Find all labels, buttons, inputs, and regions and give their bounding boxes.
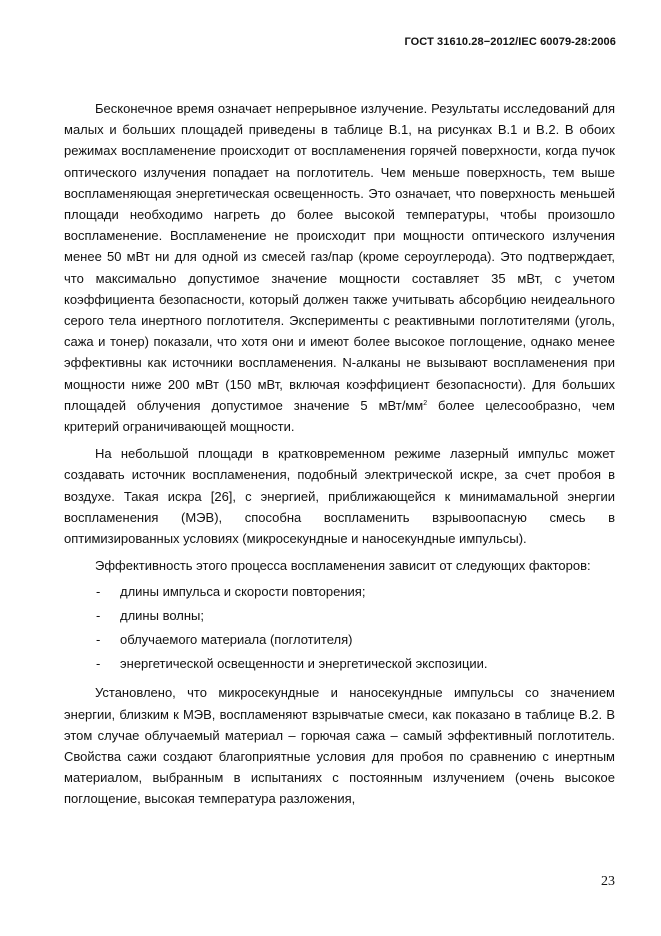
list-dash: -	[96, 656, 101, 672]
standard-header: ГОСТ 31610.28−2012/IEC 60079-28:2006	[404, 36, 616, 48]
list-item	[64, 604, 615, 628]
list-item-text: облучаемого материала (поглотителя)	[120, 632, 353, 648]
page-number: 23	[601, 874, 615, 889]
list-item-text: энергетической освещенности и энергетической экспозиции.	[120, 656, 488, 672]
list-dash: -	[96, 584, 101, 600]
paragraph-pulse-findings: Установлено, что микросекундные и наносекундные импульсы со значением энергии, близким к МЭВ, воспламеняют взрывчатые смеси, как показано в таблице В.2. В этом случае облучаемый материал – горючая сажа – самый эффективный поглотитель. Свойства сажи создают благоприятные условия для пробоя по сравнению с инертным материалом, выбранным в испытаниях с постоянным излучением (очень высокое поглощение, высокая температура разложения,	[64, 685, 615, 807]
superscript-exponent: 2	[423, 399, 428, 407]
list-item	[64, 652, 615, 676]
factors-list	[64, 580, 615, 676]
list-dash: -	[96, 632, 101, 648]
paragraph-text: более целесообразно, чем критерий ограничивающей мощности.	[64, 397, 615, 435]
document-body	[64, 98, 615, 810]
list-item-text: длины импульса и скорости повторения;	[120, 584, 366, 600]
paragraph-laser-pulse: На небольшой площади в кратковременном режиме лазерный импульс может создавать источник воспламенения, подобный электрической искре, за счет пробоя в воздухе. Такая искра [26], с энергией, приближающейся к минимамальной энергии воспламенения (МЭВ), способна воспламенить взрывоопасную смесь в оптимизированных условиях (микросекундные и наносекундные импульсы).	[64, 446, 615, 547]
list-dash: -	[96, 608, 101, 624]
list-item-text: длины волны;	[120, 608, 204, 624]
list-item	[64, 580, 615, 604]
paragraph-ignition-results	[64, 98, 615, 437]
list-item	[64, 628, 615, 652]
paragraph-text: Бесконечное время означает непрерывное излучение. Результаты исследований для малых и больших площадей приведены в таблице В.1, на рисунках В.1 и В.2. В обоих режимах воспламенение происходит от воспламенения горячей поверхности, когда пучок оптического излучения попадает на поглотитель. Чем меньше поверхность, тем выше воспламеняющая энергетическая освещенность. Это означает, что поверхность меньшей площади необходимо нагреть до более высокой температуры, чтобы произошло воспламенение. Воспламенение не происходит при мощности оптического излучения менее 50 мВт ни для одной из смесей газ/пар (кроме сероуглерода). Это подтверждает, что максимально допустимое значение мощности составляет 35 мВт, с учетом коэффициента безопасности, который должен также учитывать абсорбцию неидеального серого тела инертного поглотителя. Эксперименты с реактивными поглотителями (уголь, сажа и тонер) показали, что хотя они и имеют более высокое поглощение, однако менее эффективны как источники воспламенения. N-алканы не вызывают воспламенения при мощности ниже 200 мВт (150 мВт, включая коэффициент безопасности). Для больших площадей облучения допустимое значение 5 мВт/мм	[64, 101, 615, 413]
paragraph-factors-intro: Эффективность этого процесса воспламенения зависит от следующих факторов:	[95, 558, 591, 574]
